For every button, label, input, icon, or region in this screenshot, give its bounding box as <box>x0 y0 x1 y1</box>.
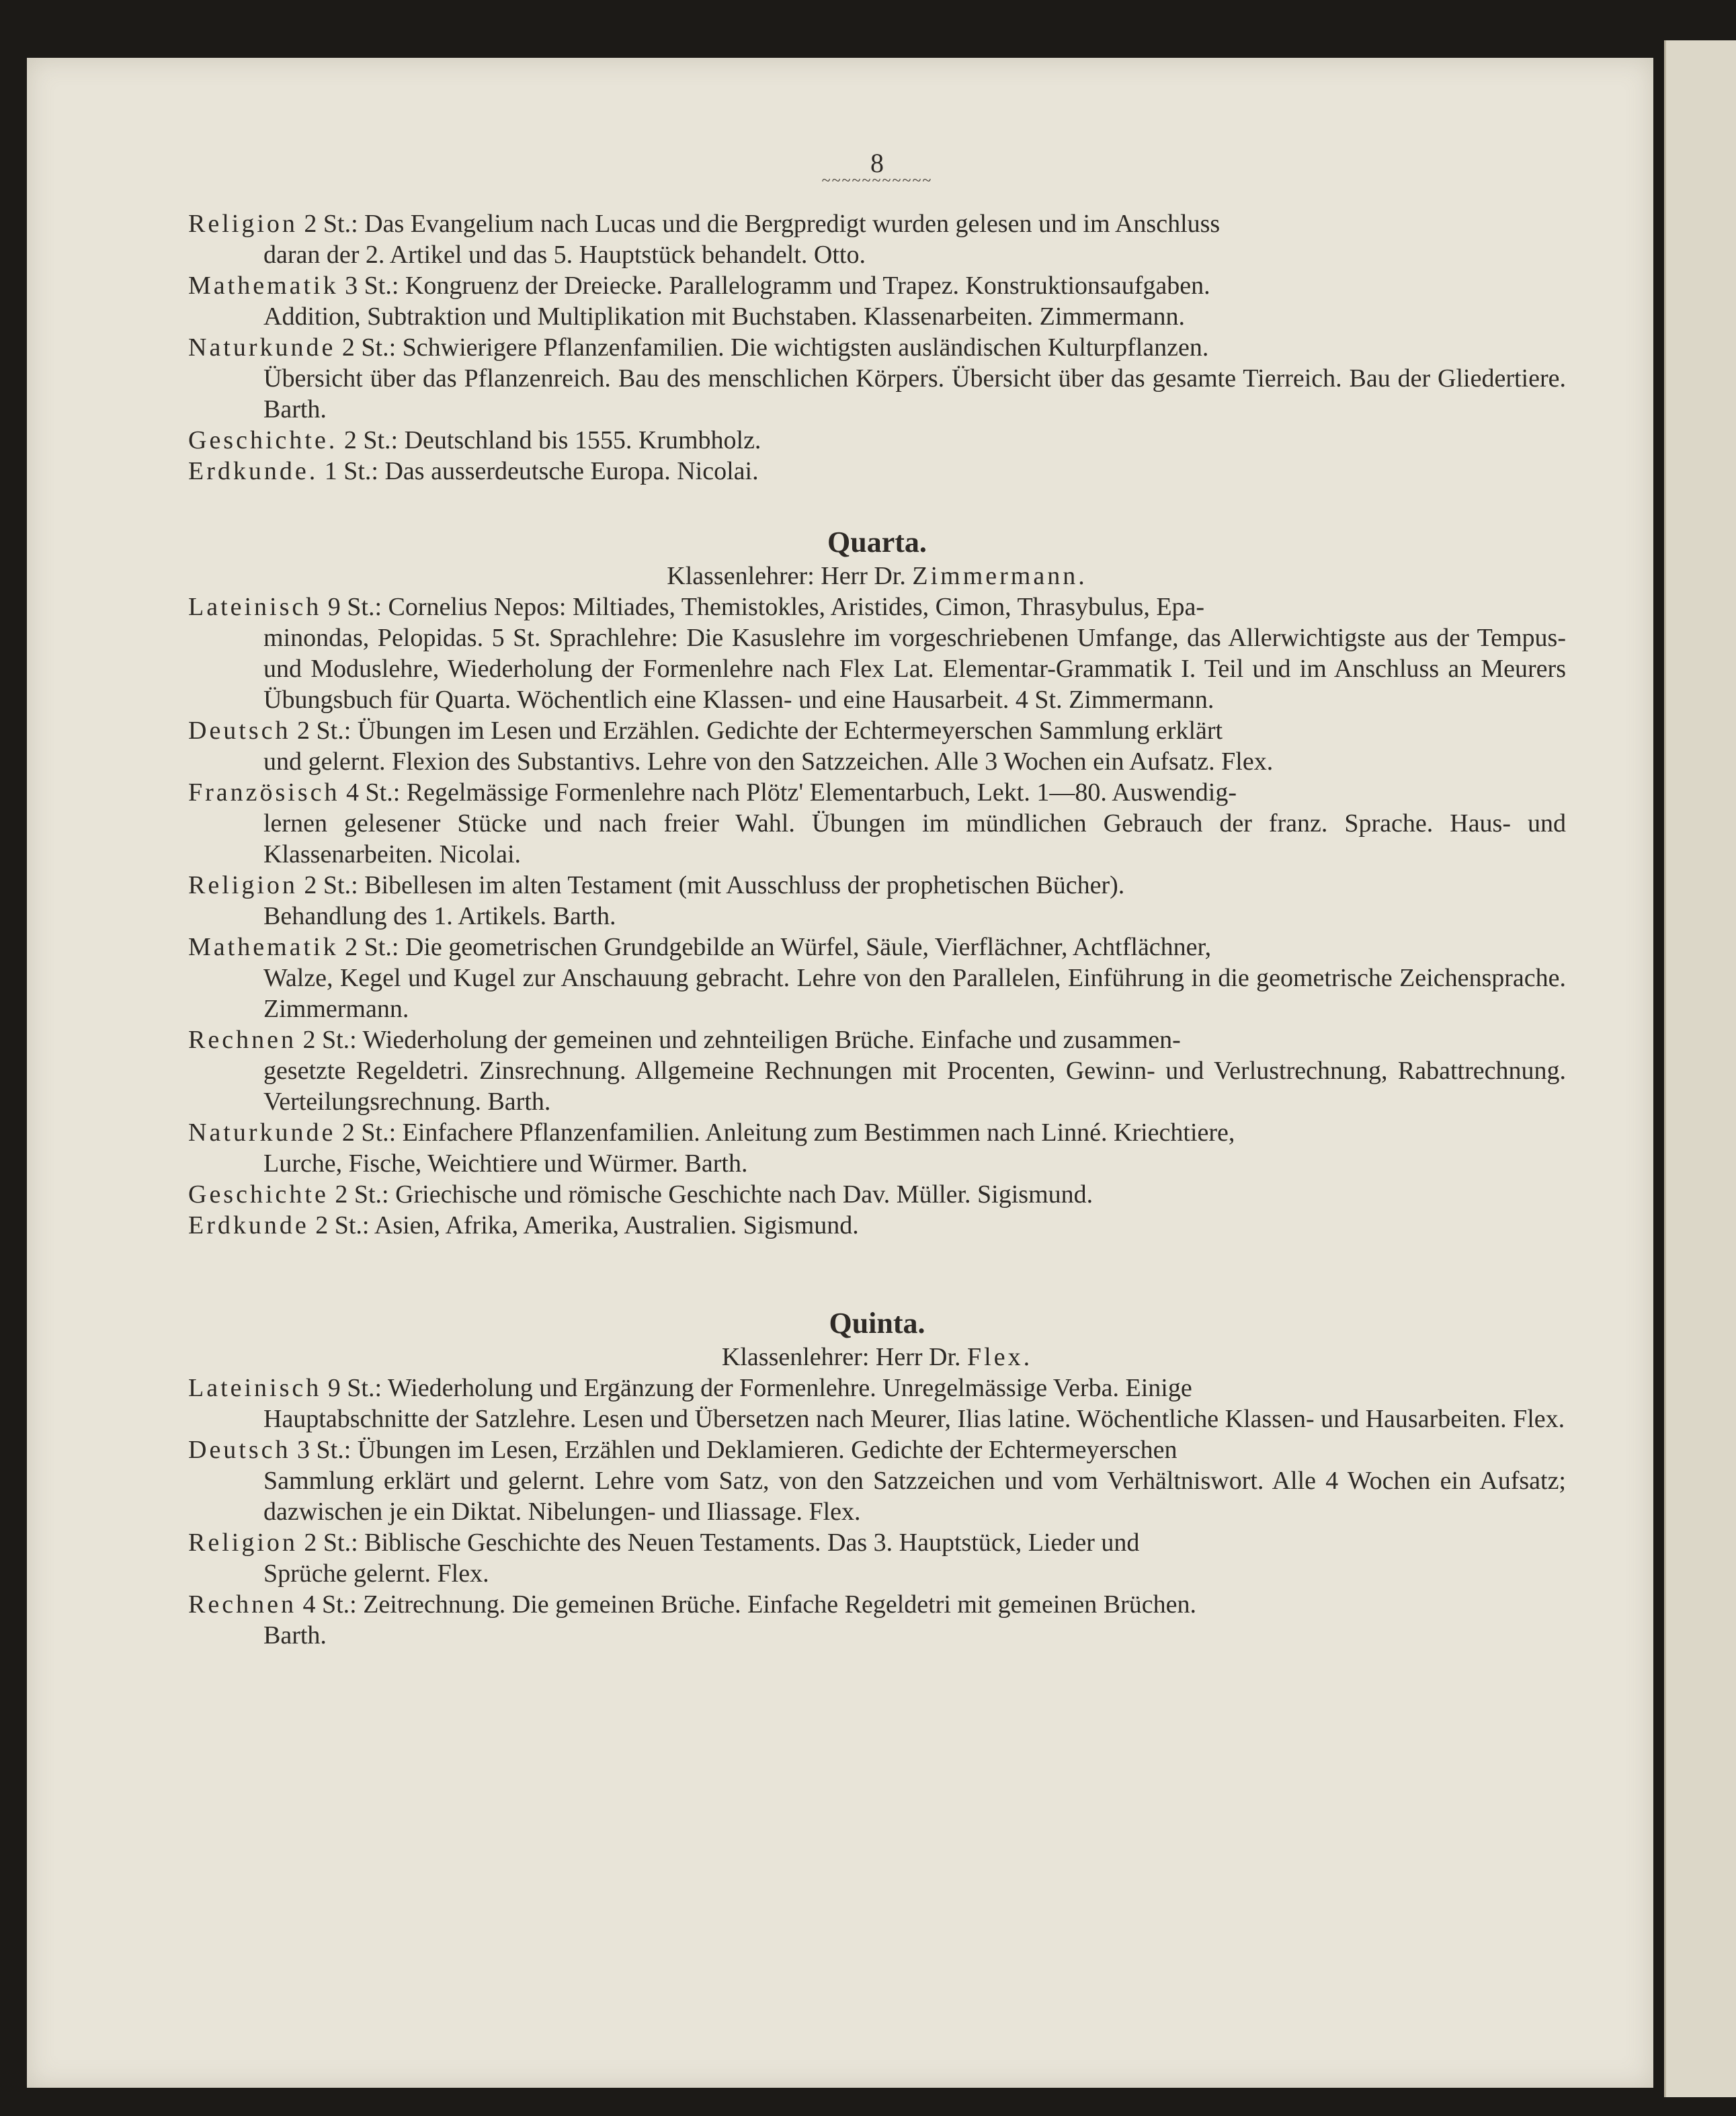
subject-entry <box>188 1024 1566 1117</box>
subject-entry <box>188 456 1566 487</box>
teacher-name: Zimmermann. <box>912 562 1087 590</box>
subject-name: Französisch <box>188 778 340 807</box>
subject-name: Mathematik <box>188 272 339 300</box>
subject-description-continued: Sammlung erklärt und gelernt. Lehre vom Satz, von den Satzzeichen und vom Verhältniswort. Alle 4 Wochen ein Aufsatz; dazwischen je ein Diktat. Nibelungen- und Iliassage. Flex. <box>263 1467 1566 1526</box>
intro-section <box>188 208 1566 487</box>
subject-name: Naturkunde <box>188 333 336 362</box>
subject-entry <box>188 270 1566 332</box>
subject-hours: 2 St.: <box>341 333 397 362</box>
subject-name: Deutsch <box>188 717 291 745</box>
subject-description-continued: Walze, Kegel und Kugel zur Anschauung gebracht. Lehre von den Parallelen, Einführung in die geometrische Zeichensprache. Zimmermann. <box>263 964 1566 1023</box>
subject-description: Griechische und römische Geschichte nach Dav. Müller. Sigismund. <box>395 1180 1093 1209</box>
subject-description: Das Evangelium nach Lucas und die Bergpredigt wurden gelesen und im Anschluss <box>364 210 1221 238</box>
subject-description: Bibellesen im alten Testament (mit Ausschluss der prophetischen Bücher). <box>364 871 1125 899</box>
subject-entry <box>188 425 1566 456</box>
subject-hours: 3 St.: <box>297 1436 352 1464</box>
quarta-section <box>188 592 1566 1241</box>
subject-description-continued: daran der 2. Artikel und das 5. Hauptstück behandelt. Otto. <box>263 241 866 269</box>
subject-description: Wiederholung und Ergänzung der Formenlehre. Unregelmässige Verba. Einige <box>387 1374 1192 1402</box>
subject-entry <box>188 870 1566 932</box>
subject-name: Naturkunde <box>188 1118 336 1147</box>
subject-description: Das ausserdeutsche Europa. Nicolai. <box>384 457 759 485</box>
quinta-teacher <box>188 1342 1566 1373</box>
subject-description: Cornelius Nepos: Miltiades, Themistokles, Aristides, Cimon, Thrasybulus, Epa- <box>388 593 1205 621</box>
subject-name: Religion <box>188 210 298 238</box>
subject-entry <box>188 1117 1566 1179</box>
subject-entry <box>188 332 1566 425</box>
subject-description-continued: Sprüche gelernt. Flex. <box>263 1559 489 1588</box>
next-page-edge <box>1664 40 1736 2097</box>
subject-description-continued: und gelernt. Flexion des Substantivs. Lehre von den Satzzeichen. Alle 3 Wochen ein Aufsatz. Flex. <box>263 747 1274 776</box>
subject-hours: 9 St.: <box>327 1374 382 1402</box>
subject-description-continued: Lurche, Fische, Weichtiere und Würmer. Barth. <box>263 1149 748 1178</box>
subject-description-continued: lernen gelesener Stücke und nach freier Wahl. Übungen im mündlichen Gebrauch der franz. Sprache. Haus- und Klassenarbeiten. Nicolai. <box>263 809 1566 868</box>
subject-name: Lateinisch <box>188 593 322 621</box>
subject-name: Erdkunde. <box>188 457 319 485</box>
subject-description: Regelmässige Formenlehre nach Plötz' Elementarbuch, Lekt. 1—80. Auswendig- <box>406 778 1237 807</box>
subject-description: Einfachere Pflanzenfamilien. Anleitung zum Bestimmen nach Linné. Kriechtiere, <box>402 1118 1235 1147</box>
subject-entry <box>188 1373 1566 1434</box>
subject-hours: 2 St.: <box>335 1180 389 1209</box>
subject-hours: 2 St.: <box>302 1026 357 1054</box>
subject-entry <box>188 1179 1566 1210</box>
subject-name: Religion <box>188 871 298 899</box>
subject-description: Übungen im Lesen und Erzählen. Gedichte der Echtermeyerschen Sammlung erklärt <box>357 717 1223 745</box>
subject-name: Religion <box>188 1529 298 1557</box>
subject-hours: 2 St.: <box>304 1529 358 1557</box>
subject-entry <box>188 1210 1566 1241</box>
subject-name: Lateinisch <box>188 1374 322 1402</box>
subject-description: Schwierigere Pflanzenfamilien. Die wichtigsten ausländischen Kulturpflanzen. <box>402 333 1209 362</box>
subject-hours: 4 St.: <box>346 778 401 807</box>
ornament-divider: ~~~~~~~~~~~ <box>821 172 933 190</box>
subject-entry <box>188 1589 1566 1651</box>
subject-hours: 2 St.: <box>304 871 358 899</box>
subject-description-continued: Behandlung des 1. Artikels. Barth. <box>263 902 616 930</box>
quarta-title: Quarta. <box>827 526 927 559</box>
subject-hours: 2 St.: <box>343 426 399 454</box>
subject-name: Mathematik <box>188 933 339 961</box>
subject-hours: 2 St.: <box>304 210 358 238</box>
subject-name: Geschichte. <box>188 426 338 454</box>
subject-hours: 3 St.: <box>345 272 399 300</box>
subject-name: Deutsch <box>188 1436 291 1464</box>
quinta-title: Quinta. <box>829 1307 925 1340</box>
subject-name: Geschichte <box>188 1180 329 1209</box>
subject-name: Rechnen <box>188 1026 296 1054</box>
subject-description-continued: Barth. <box>263 1621 327 1650</box>
subject-entry <box>188 932 1566 1024</box>
subject-hours: 2 St.: <box>315 1211 370 1239</box>
subject-description: Deutschland bis 1555. Krumbholz. <box>404 426 761 454</box>
subject-name: Rechnen <box>188 1590 296 1619</box>
subject-hours: 2 St.: <box>341 1118 397 1147</box>
subject-description: Übungen im Lesen, Erzählen und Deklamieren. Gedichte der Echtermeyerschen <box>357 1436 1177 1464</box>
teacher-label: Klassenlehrer: Herr Dr. <box>721 1343 961 1371</box>
teacher-name: Flex. <box>967 1343 1033 1371</box>
subject-entry <box>188 715 1566 777</box>
subject-description: Wiederholung der gemeinen und zehnteiligen Brüche. Einfache und zusammen- <box>362 1026 1181 1054</box>
subject-hours: 9 St.: <box>327 593 382 621</box>
subject-description: Die geometrischen Grundgebilde an Würfel, Säule, Vierflächner, Achtflächner, <box>405 933 1212 961</box>
subject-hours: 2 St.: <box>345 933 399 961</box>
subject-entry <box>188 208 1566 270</box>
subject-description: Asien, Afrika, Amerika, Australien. Sigismund. <box>374 1211 859 1239</box>
subject-description-continued: Übersicht über das Pflanzenreich. Bau des menschlichen Körpers. Übersicht über das gesamte Tierreich. Bau der Gliedertiere. Barth. <box>263 364 1566 423</box>
subject-description-continued: Hauptabschnitte der Satzlehre. Lesen und Übersetzen nach Meurer, Ilias latine. Wöchentliche Klassen- und Hausarbeiten. Flex. <box>263 1405 1565 1433</box>
subject-hours: 1 St.: <box>324 457 378 485</box>
quinta-section <box>188 1373 1566 1651</box>
page-number: 8 <box>870 148 884 178</box>
subject-hours: 2 St.: <box>297 717 352 745</box>
subject-description: Zeitrechnung. Die gemeinen Brüche. Einfache Regeldetri mit gemeinen Brüchen. <box>363 1590 1197 1619</box>
subject-description-continued: gesetzte Regeldetri. Zinsrechnung. Allgemeine Rechnungen mit Procenten, Gewinn- und Verlustrechnung, Rabattrechnung. Verteilungsrechnung. Barth. <box>263 1057 1566 1116</box>
subject-entry <box>188 1434 1566 1527</box>
teacher-label: Klassenlehrer: Herr Dr. <box>667 562 906 590</box>
quarta-teacher <box>188 561 1566 592</box>
subject-description-continued: Addition, Subtraktion und Multiplikation mit Buchstaben. Klassenarbeiten. Zimmermann. <box>263 302 1185 331</box>
subject-hours: 4 St.: <box>302 1590 357 1619</box>
page-content <box>188 148 1566 1651</box>
subject-description-continued: minondas, Pelopidas. 5 St. Sprachlehre: Die Kasuslehre im vorgeschriebenen Umfange, das Allerwichtigste aus der Tempus- und Moduslehre, Wiederholung der Formenlehre nach Flex Lat. Elementar-Grammatik I. Teil und im Anschluss an Meurers Übungsbuch für Quarta. Wöchentlich eine Klassen- und eine Hausarbeit. 4 St. Zimmermann. <box>263 624 1566 714</box>
subject-description: Kongruenz der Dreiecke. Parallelogramm und Trapez. Konstruktionsaufgaben. <box>405 272 1210 300</box>
subject-description: Biblische Geschichte des Neuen Testaments. Das 3. Hauptstück, Lieder und <box>364 1529 1140 1557</box>
subject-name: Erdkunde <box>188 1211 309 1239</box>
subject-entry <box>188 592 1566 715</box>
subject-entry <box>188 777 1566 870</box>
subject-entry <box>188 1527 1566 1589</box>
